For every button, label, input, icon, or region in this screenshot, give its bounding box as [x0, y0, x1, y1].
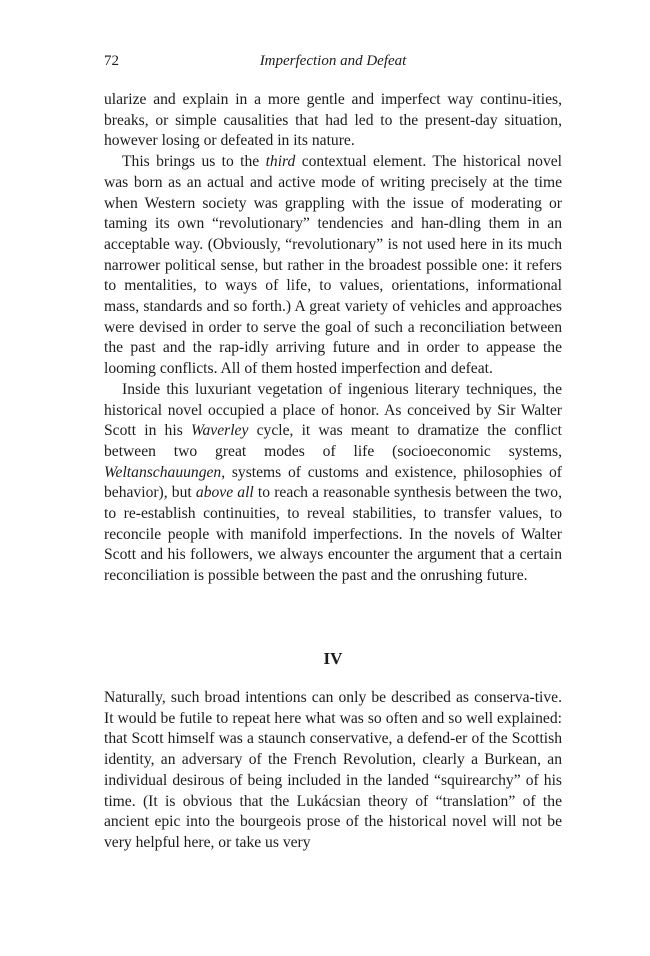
paragraph-2	[104, 152, 562, 380]
paragraph-3-text-d: to reach a reasonable synthesis between the two, to re-establish continuities, to reveal stabilities, to transfer values, to reconcile people with manifold imperfections. In the novels of Walter Scott and his followers, we always encounter the argument that a certain reconciliation is possible between the past and the onrushing future.	[104, 484, 563, 585]
paragraph-2-text-b: contextual element. The historical novel was born as an actual and active mode of writing precisely at the time when Western society was grappling with the issue of moderating or taming its own “revolutionary” tendencies and han-dling them in an acceptable way. (Obviously, “revolutionary” is not used here in its much narrower political sense, but rather in the broadest possible one: it refers to mentalities, to ways of life, to values, orientations, informational mass, standards and so forth.) A great variety of vehicles and approaches were devised in order to serve the goal of such a reconciliation between the past and the rap-idly arriving future and in order to appease the looming conflicts. All of them hosted imperfection and defeat.	[104, 153, 563, 378]
paragraph-3-text-b: cycle, it was meant to dramatize the conflict between two great modes of life (socioeconomic systems,	[104, 422, 562, 460]
body-text	[104, 90, 562, 587]
page-number: 72	[104, 53, 119, 69]
paragraph-1	[104, 90, 562, 152]
emphasis-third: third	[265, 153, 296, 171]
emphasis-above-all: above all	[195, 484, 254, 502]
section-body-text	[104, 688, 562, 854]
paragraph-3-text-c: , systems of customs and existence, philosophies of behavior), but	[104, 463, 562, 502]
paragraph-3	[104, 380, 562, 587]
emphasis-waverley: Waverley	[190, 422, 249, 440]
paragraph-3-text-a: Inside this luxuriant vegetation of ingenious literary techniques, the historical novel occupied a place of honor. As conceived by Sir Walter Scott in his	[104, 380, 562, 440]
emphasis-weltanschauungen: Weltanschauungen	[104, 463, 222, 481]
section-heading: IV	[323, 649, 343, 668]
running-head	[104, 50, 562, 72]
paragraph-2-text-a: This brings us to the	[122, 153, 266, 171]
paragraph-1-text: ularize and explain in a more gentle and imperfect way continu-ities, breaks, or simple causalities that had led to the present-day situation, however losing or defeated in its nature.	[104, 91, 562, 150]
running-title: Imperfection and Defeat	[259, 53, 407, 69]
section-paragraph-1: Naturally, such broad intentions can only be described as conserva-tive. It would be futile to repeat here what was so often and so well explained: that Scott himself was a staunch conservative, a defend-er of the Scottish identity, an adversary of the French Revolution, clearly a Burkean, an individual desirous of being included in the landed “squirearchy” of his time. (It is obvious that the Lukácsian theory of “translation” of the ancient epic into the bourgeois prose of the historical novel will not be very helpful here, or take us very	[104, 689, 562, 851]
